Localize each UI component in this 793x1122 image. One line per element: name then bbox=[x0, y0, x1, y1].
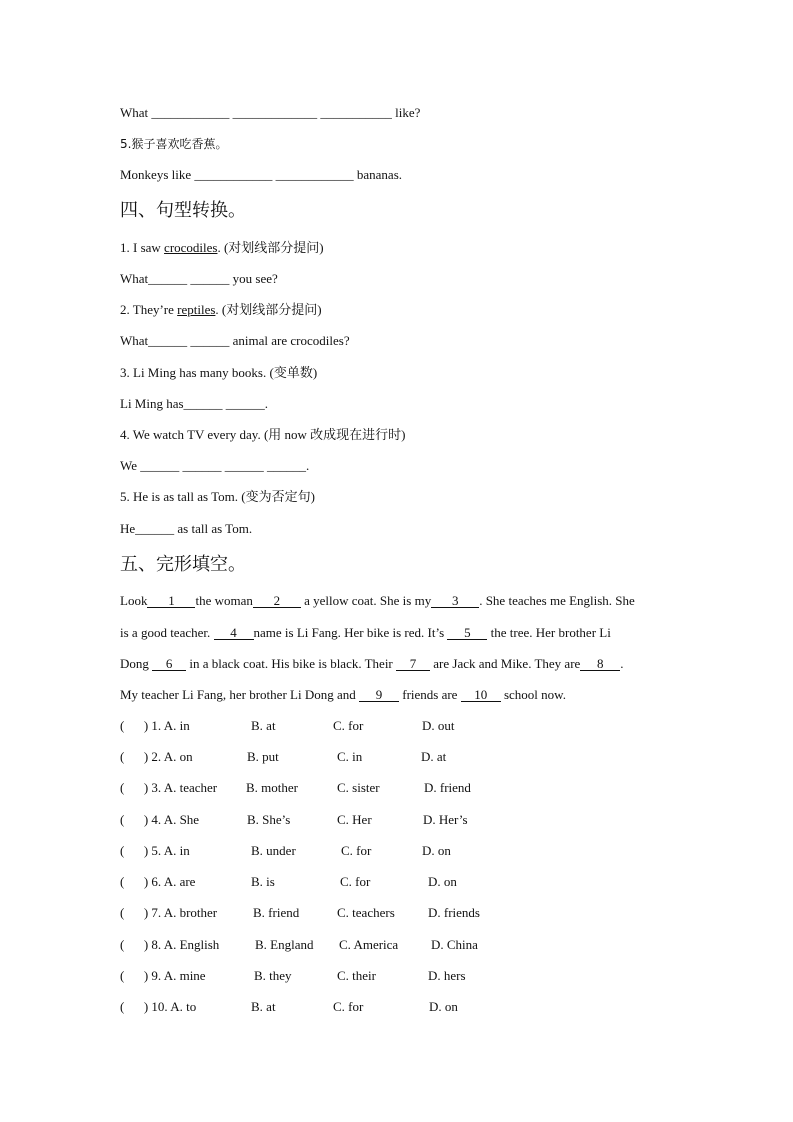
transform-answer-4: We ______ ______ ______ ______. bbox=[120, 458, 310, 473]
transform-question-1: 1. I saw crocodiles. (对划线部分提问) bbox=[120, 240, 324, 255]
translation-line-monkeys: Monkeys like ____________ ____________ bananas. bbox=[120, 167, 403, 182]
cloze-question-5: ( ) 5. A. in B. under C. for D. on bbox=[120, 843, 451, 858]
cloze-question-3: ( ) 3. A. teacher B. mother C. sister D. friend bbox=[120, 780, 471, 795]
underlined-word: crocodiles bbox=[164, 240, 218, 255]
cloze-blank-4: 4 bbox=[214, 626, 254, 640]
transform-question-3: 3. Li Ming has many books. (变单数) bbox=[120, 365, 318, 380]
cloze-blank-10: 10 bbox=[461, 688, 501, 702]
cloze-blank-5: 5 bbox=[447, 626, 487, 640]
transform-question-4: 4. We watch TV every day. (用 now 改成现在进行时) bbox=[120, 427, 406, 442]
cloze-question-1: ( ) 1. A. in B. at C. for D. out bbox=[120, 718, 455, 733]
cloze-blank-2: 2 bbox=[253, 594, 301, 608]
transform-answer-1: What______ ______ you see? bbox=[120, 271, 278, 286]
cloze-question-6: ( ) 6. A. are B. is C. for D. on bbox=[120, 874, 457, 889]
cloze-passage-line-2: is a good teacher. 4 name is Li Fang. Her bike is red. It’s 5 the tree. Her brother Li bbox=[120, 625, 611, 640]
cloze-passage-line-1: Look 1 the woman 2 a yellow coat. She is my 3 . She teaches me English. She bbox=[120, 593, 635, 608]
translation-line-what: What ____________ _____________ ___________ like? bbox=[120, 105, 421, 120]
cloze-blank-1: 1 bbox=[147, 594, 195, 608]
cloze-question-8: ( ) 8. A. English B. England C. America D. China bbox=[120, 937, 478, 952]
cloze-passage-line-3: Dong 6 in a black coat. His bike is black. Their 7 are Jack and Mike. They are 8 . bbox=[120, 656, 624, 671]
transform-question-2: 2. They’re reptiles. (对划线部分提问) bbox=[120, 302, 322, 317]
cloze-blank-3: 3 bbox=[431, 594, 479, 608]
section-heading-cloze: 五、完形填空。 bbox=[120, 554, 246, 575]
cloze-question-9: ( ) 9. A. mine B. they C. their D. hers bbox=[120, 968, 466, 983]
cloze-blank-6: 6 bbox=[152, 657, 186, 671]
cloze-blank-9: 9 bbox=[359, 688, 399, 702]
cloze-blank-7: 7 bbox=[396, 657, 430, 671]
cloze-blank-8: 8 bbox=[580, 657, 620, 671]
cloze-question-2: ( ) 2. A. on B. put C. in D. at bbox=[120, 749, 447, 764]
cloze-passage-line-4: My teacher Li Fang, her brother Li Dong and 9 friends are 10 school now. bbox=[120, 687, 566, 702]
transform-answer-5: He______ as tall as Tom. bbox=[120, 521, 253, 536]
section-heading-sentence-transform: 四、句型转换。 bbox=[120, 200, 246, 221]
transform-answer-3: Li Ming has______ ______. bbox=[120, 396, 269, 411]
transform-question-5: 5. He is as tall as Tom. (变为否定句) bbox=[120, 489, 315, 504]
cloze-question-4: ( ) 4. A. She B. She’s C. Her D. Her’s bbox=[120, 812, 468, 827]
cloze-question-7: ( ) 7. A. brother B. friend C. teachers D. friends bbox=[120, 905, 480, 920]
cloze-question-10: ( ) 10. A. to B. at C. for D. on bbox=[120, 999, 458, 1014]
transform-answer-2: What______ ______ animal are crocodiles? bbox=[120, 333, 350, 348]
translation-item-5: 5.猴子喜欢吃香蕉。 bbox=[120, 137, 228, 151]
underlined-word: reptiles bbox=[177, 302, 216, 317]
